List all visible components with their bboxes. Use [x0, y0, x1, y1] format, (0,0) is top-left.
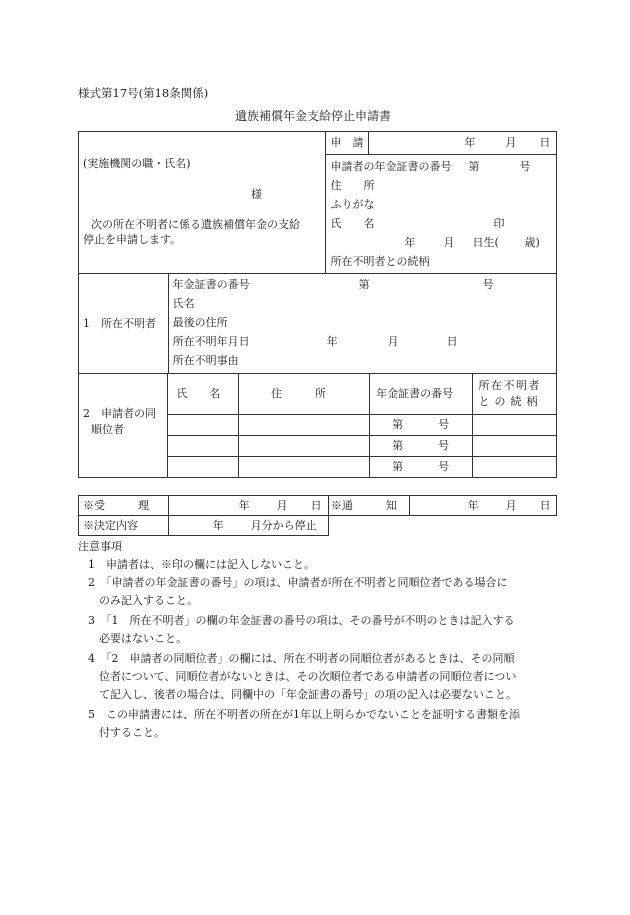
application-day-label: 日: [539, 136, 551, 149]
age-label: 歳): [524, 236, 540, 249]
ranked-address-field[interactable]: [238, 457, 369, 478]
application-month-label: 月: [505, 136, 517, 149]
notice-month-label: 月: [505, 499, 517, 512]
ranked-gou: 号: [438, 460, 450, 473]
note-line: 必要はないこと。: [88, 632, 187, 645]
received-date-field[interactable]: [168, 496, 328, 516]
ranked-relationship-field[interactable]: [472, 415, 557, 436]
ranked-address-field[interactable]: [238, 415, 369, 436]
applicant-furigana-label: ふりがな: [330, 198, 375, 211]
note-line: 4 「2 申請者の同順位者」の欄には、所在不明者の同順位者があるときは、その同順: [88, 652, 515, 665]
request-text-1: 次の所在不明者に係る遺族補償年金の支給: [91, 218, 300, 231]
ranked-gou: 号: [438, 418, 450, 431]
received-label: ※受 理: [83, 499, 149, 512]
ranked-name-field[interactable]: [168, 415, 239, 436]
birth-month-label: 月: [443, 236, 455, 249]
seal-label: 印: [493, 217, 505, 230]
missing-cert-dai: 第: [358, 278, 370, 291]
received-year-label: 年: [238, 499, 250, 512]
applicant-cell[interactable]: [326, 155, 557, 274]
col-rel-label-2: との続柄: [478, 395, 543, 408]
ranked-cert-field[interactable]: [370, 436, 472, 457]
note-line: 5 この申請書には、所在不明者の所在が1年以上明らかでないことを証明する書類を添: [88, 708, 520, 721]
note-line: のみ記入すること。: [88, 594, 198, 607]
missing-section-label-cell: [79, 274, 169, 374]
request-text-2: 停止を申請します。: [83, 233, 182, 246]
col-name-label: 氏 名: [176, 387, 221, 400]
missing-person-fields[interactable]: [168, 274, 556, 374]
application-year-label: 年: [464, 136, 476, 149]
empty-area: [328, 516, 556, 536]
received-day-label: 日: [310, 499, 322, 512]
col-header-relationship: [472, 374, 557, 415]
missing-month-label: 月: [387, 335, 399, 348]
notice-year-label: 年: [467, 499, 479, 512]
birth-year-label: 年: [404, 236, 416, 249]
ranked-section-label-cell: [79, 374, 168, 478]
applicant-name-label: 氏 名: [330, 217, 375, 230]
ranked-section-label-1: 2 申請者の同: [83, 407, 156, 420]
ranked-dai: 第: [392, 439, 404, 452]
missing-cert-gou: 号: [482, 278, 494, 291]
note-line: て記入し、後者の場合は、同欄中の「年金証書の番号」の項の記入は必要ないこと。: [88, 688, 517, 701]
col-address-label: 住 所: [270, 387, 326, 400]
form-label: 様式第17号(第18条関係): [78, 86, 209, 100]
decision-field[interactable]: [168, 516, 328, 536]
missing-reason-label: 所在不明事由: [172, 354, 239, 367]
decision-label-cell: [79, 516, 169, 536]
missing-year-label: 年: [326, 335, 338, 348]
missing-date-label: 所在不明年月日: [172, 335, 250, 348]
ranked-dai: 第: [392, 460, 404, 473]
received-label-cell: [79, 496, 169, 516]
application-date-field[interactable]: [369, 132, 557, 155]
col-header-cert: [370, 374, 472, 415]
applicant-cert-label: 申請者の年金証書の番号: [330, 160, 452, 173]
top-section: [78, 131, 557, 274]
ranked-relationship-field[interactable]: [472, 457, 557, 478]
decision-year-label: 年: [212, 519, 224, 532]
missing-person-section: [78, 273, 557, 374]
col-rel-label-1: 所在不明者: [478, 379, 541, 392]
col-cert-label: 年金証書の番号: [376, 387, 454, 400]
ranked-gou: 号: [438, 439, 450, 452]
application-label: 申 請: [330, 136, 364, 149]
ranked-cert-field[interactable]: [370, 457, 472, 478]
missing-last-address-label: 最後の住所: [172, 316, 228, 329]
missing-section-label: 1 所在不明者: [83, 317, 156, 330]
ranked-name-field[interactable]: [168, 457, 239, 478]
notice-label-cell: [328, 496, 409, 516]
missing-cert-label: 年金証書の番号: [172, 278, 250, 291]
agency-cell[interactable]: [79, 132, 326, 274]
sama-label: 様: [251, 188, 262, 201]
birth-day-label: 日生(: [472, 236, 499, 249]
note-line: 2 「申請者の年金証書の番号」の項は、申請者が所在不明者と同順位者である場合に: [88, 576, 508, 589]
missing-day-label: 日: [446, 335, 458, 348]
note-line: 3 「1 所在不明者」の欄の年金証書の番号の項は、その番号が不明のときは記入する: [88, 614, 515, 627]
ranked-relationship-field[interactable]: [472, 436, 557, 457]
ranked-name-field[interactable]: [168, 436, 239, 457]
notice-date-field[interactable]: [409, 496, 556, 516]
col-header-address: [238, 374, 369, 415]
note-line: 付すること。: [88, 726, 165, 739]
same-rank-section: [78, 373, 557, 478]
missing-name-label: 氏名: [172, 297, 195, 310]
notice-label: ※通 知: [330, 499, 397, 512]
decision-stop-label: 月分から停止: [250, 519, 317, 532]
ranked-cert-field[interactable]: [370, 415, 472, 436]
relationship-label: 所在不明者との続柄: [330, 255, 430, 268]
applicant-address-label: 住 所: [330, 179, 375, 192]
note-line: 1 申請者は、※印の欄には記入しないこと。: [88, 558, 315, 571]
applicant-cert-gou: 号: [519, 160, 531, 173]
agency-label: (実施機関の職・氏名): [83, 157, 191, 170]
decision-label: ※決定内容: [83, 519, 138, 532]
ranked-address-field[interactable]: [238, 436, 369, 457]
ranked-dai: 第: [392, 418, 404, 431]
applicant-cert-dai: 第: [468, 160, 480, 173]
application-label-cell: [326, 132, 369, 155]
ranked-section-label-2: 順位者: [91, 423, 124, 436]
col-header-name: [168, 374, 239, 415]
notice-day-label: 日: [539, 499, 551, 512]
received-month-label: 月: [276, 499, 288, 512]
notes-heading: 注意事項: [78, 540, 122, 553]
page-title: 遺族補償年金支給停止申請書: [235, 109, 392, 123]
office-use-section: [78, 495, 557, 536]
note-line: 位者について、同順位者がないときは、その次順位者である申請者の同順位者につい: [88, 670, 517, 683]
